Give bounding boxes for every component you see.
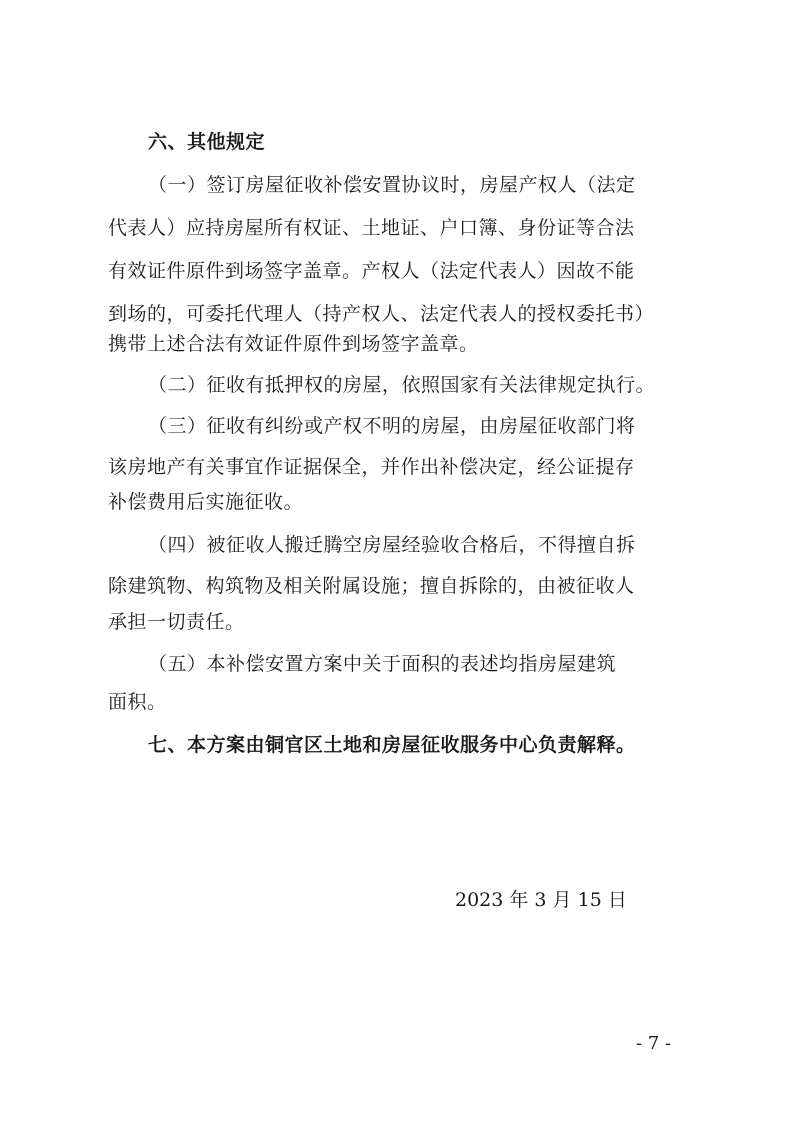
paragraph-1-line-4: 到场的，可委托代理人（持产权人、法定代表人的授权委托书） <box>108 303 655 325</box>
paragraph-3-line-3: 补偿费用后实施征收。 <box>108 491 304 513</box>
paragraph-3-line-1: （三）征收有纠纷或产权不明的房屋，由房屋征收部门将 <box>148 415 636 437</box>
paragraph-1-line-1: （一）签订房屋征收补偿安置协议时，房屋产权人（法定 <box>148 174 636 196</box>
section-7-heading: 七、本方案由铜官区土地和房屋征收服务中心负责解释。 <box>148 734 636 756</box>
paragraph-4-line-2: 除建筑物、构筑物及相关附属设施；擅自拆除的，由被征收人 <box>108 575 635 597</box>
page-number: - 7 - <box>636 1033 672 1054</box>
section-6-heading: 六、其他规定 <box>148 131 266 153</box>
paragraph-4-line-1: （四）被征收人搬迁腾空房屋经验收合格后，不得擅自拆 <box>148 534 636 556</box>
paragraph-5-line-2: 面积。 <box>108 691 167 713</box>
document-date: 2023 年 3 月 15 日 <box>455 889 627 911</box>
paragraph-1-line-3: 有效证件原件到场签字盖章。产权人（法定代表人）因故不能 <box>108 260 635 282</box>
paragraph-4-line-3: 承担一切责任。 <box>108 611 245 633</box>
paragraph-1-line-5: 携带上述合法有效证件原件到场签字盖章。 <box>108 333 479 355</box>
paragraph-5-line-1: （五）本补偿安置方案中关于面积的表述均指房屋建筑 <box>148 653 617 675</box>
paragraph-1-line-2: 代表人）应持房屋所有权证、土地证、户口簿、身份证等合法 <box>108 217 635 239</box>
paragraph-3-line-2: 该房地产有关事宜作证据保全，并作出补偿决定，经公证提存 <box>108 456 635 478</box>
paragraph-2-line-1: （二）征收有抵押权的房屋，依照国家有关法律规定执行。 <box>148 374 656 396</box>
